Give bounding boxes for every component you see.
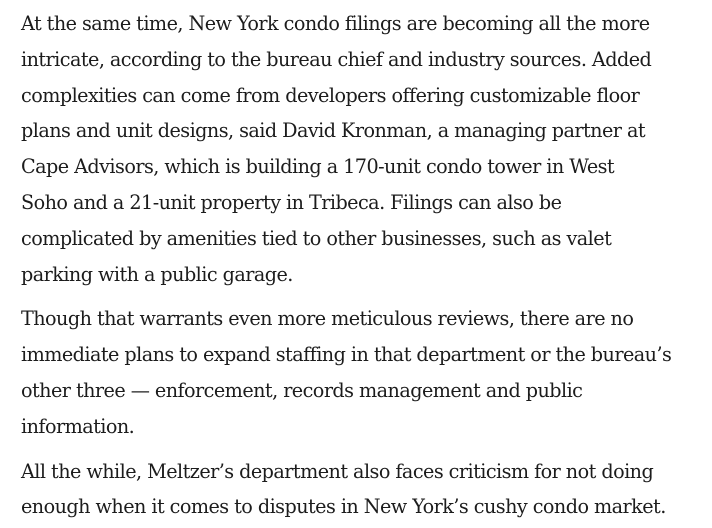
paragraph-line: Soho and a 21-unit property in Tribeca. Filings can also be: [21, 190, 562, 214]
paragraph-line: information.: [21, 414, 135, 438]
paragraph-line: complexities can come from developers offering customizable floor: [21, 83, 640, 107]
paragraph-line: At the same time, New York condo filings are becoming all the more: [21, 12, 650, 35]
paragraph-line: plans and unit designs, said David Kronman, a managing partner at: [21, 119, 646, 143]
paragraph-line: enough when it comes to disputes in New York’s cushy condo market.: [21, 495, 666, 519]
paragraph-line: other three — enforcement, records management and public: [21, 378, 583, 402]
paragraph-line: Though that warrants even more meticulous reviews, there are no: [21, 307, 634, 331]
article-body: [21, 6, 701, 525]
paragraph-line: parking with a public garage.: [21, 262, 293, 286]
paragraph-line: Cape Advisors, which is building a 170-unit condo tower in West: [21, 155, 615, 179]
paragraph-line: All the while, Meltzer’s department also faces criticism for not doing: [21, 459, 654, 483]
article-paragraph-2: [21, 301, 701, 444]
article-paragraph-1: [21, 6, 701, 292]
article-paragraph-3: [21, 454, 701, 526]
paragraph-line: complicated by amenities tied to other businesses, such as valet: [21, 226, 612, 250]
paragraph-line: immediate plans to expand staffing in that department or the bureau’s: [21, 343, 672, 367]
paragraph-line: intricate, according to the bureau chief and industry sources. Added: [21, 47, 652, 71]
